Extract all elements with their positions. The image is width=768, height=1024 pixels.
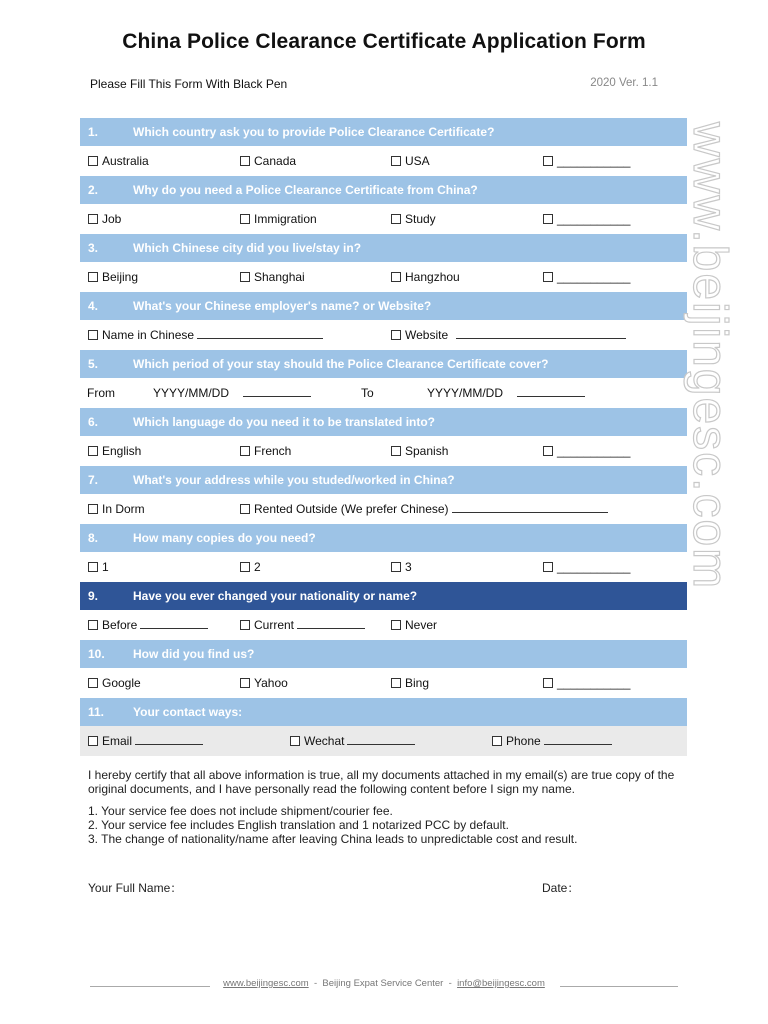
full-name-label: Your Full Name：: [88, 881, 183, 895]
checkbox[interactable]: [543, 272, 553, 282]
option-label: Spanish: [405, 444, 449, 458]
option-label: Email: [102, 734, 133, 748]
checkbox[interactable]: [391, 214, 401, 224]
checkbox[interactable]: [88, 156, 98, 166]
question-header-4: [80, 292, 687, 320]
period-to-field[interactable]: [427, 386, 585, 400]
checkbox[interactable]: [240, 504, 250, 514]
option-label: In Dorm: [102, 502, 145, 516]
option-label: Current: [254, 618, 295, 632]
note-item: 2. Your service fee includes English translation and 1 notarized PCC by default.: [88, 818, 509, 832]
option-label: English: [102, 444, 142, 458]
question-number: 9.: [88, 589, 99, 603]
option-label: French: [254, 444, 292, 458]
question-header-10: [80, 640, 687, 668]
question-text: How did you find us?: [133, 647, 255, 661]
option-label: Bing: [405, 676, 430, 690]
option-canada[interactable]: [240, 154, 296, 168]
answer-row-5: [80, 378, 687, 408]
option-email[interactable]: [88, 734, 203, 748]
option-immigration[interactable]: [240, 212, 317, 226]
option-yahoo[interactable]: [240, 676, 288, 690]
checkbox[interactable]: [543, 678, 553, 688]
checkbox[interactable]: [88, 562, 98, 572]
option-current[interactable]: [240, 618, 365, 632]
answer-row-4: [80, 320, 687, 350]
answer-row-6: [80, 436, 687, 466]
question-text: What's your Chinese employer's name? or Website?: [133, 299, 432, 313]
option-hangzhou[interactable]: [391, 270, 460, 284]
option-french[interactable]: [240, 444, 291, 458]
fill-line[interactable]: [140, 618, 208, 629]
form-title: China Police Clearance Certificate Application Form: [122, 30, 646, 53]
option-label: Name in Chinese: [102, 328, 195, 342]
option-study[interactable]: [391, 212, 436, 226]
question-header-9: [80, 582, 687, 610]
checkbox[interactable]: [391, 446, 401, 456]
question-text: Which country ask you to provide Police Clearance Certificate?: [133, 125, 495, 139]
answer-row-9: [80, 610, 687, 640]
answer-row-2: [80, 204, 687, 234]
option-label: USA: [405, 154, 430, 168]
question-text: Which period of your stay should the Police Clearance Certificate cover?: [133, 357, 549, 371]
option-in-dorm[interactable]: [88, 502, 145, 516]
checkbox[interactable]: [240, 272, 250, 282]
checkbox[interactable]: [543, 446, 553, 456]
footer-website-link[interactable]: www.beijingesc.com: [223, 978, 309, 989]
fill-line[interactable]: [197, 328, 323, 339]
option-label: Immigration: [254, 212, 317, 226]
checkbox[interactable]: [290, 736, 300, 746]
checkbox[interactable]: [492, 736, 502, 746]
fill-line[interactable]: [452, 502, 608, 513]
checkbox[interactable]: [88, 620, 98, 630]
option-name-in-chinese[interactable]: [88, 328, 323, 342]
form-instruction: Please Fill This Form With Black Pen: [90, 77, 288, 91]
question-number: 7.: [88, 473, 99, 487]
checkbox[interactable]: [88, 446, 98, 456]
question-text: Your contact ways:: [133, 705, 243, 719]
footer-separator: -: [448, 978, 452, 989]
checkbox[interactable]: [88, 272, 98, 282]
option-label: Shanghai: [254, 270, 305, 284]
fill-line[interactable]: [517, 386, 585, 397]
footer-text: [90, 978, 678, 989]
checkbox[interactable]: [88, 678, 98, 688]
checkbox[interactable]: [88, 330, 98, 340]
question-header-2: [80, 176, 687, 204]
fill-line[interactable]: [243, 386, 311, 397]
option-label: Study: [405, 212, 436, 226]
option-label: Yahoo: [254, 676, 288, 690]
checkbox[interactable]: [240, 620, 250, 630]
answer-row-7: [80, 494, 687, 524]
note-item: 1. Your service fee does not include shipment/courier fee.: [88, 804, 393, 818]
checkbox[interactable]: [543, 156, 553, 166]
question-header-6: [80, 408, 687, 436]
option-label: Hangzhou: [405, 270, 460, 284]
question-text: Which Chinese city did you live/stay in?: [133, 241, 362, 255]
question-text: Why do you need a Police Clearance Certificate from China?: [133, 183, 478, 197]
note-item: 3. The change of nationality/name after leaving China leads to unpredictable cost and result.: [88, 832, 578, 846]
option-job[interactable]: [88, 212, 121, 226]
option-label: Beijing: [102, 270, 139, 284]
question-number: 11.: [88, 705, 105, 719]
option-label: Phone: [506, 734, 541, 748]
question-text: Which language do you need it to be translated into?: [133, 415, 436, 429]
blank-line[interactable]: ___________: [557, 212, 631, 226]
checkbox[interactable]: [391, 330, 401, 340]
option-rented-outside[interactable]: [240, 502, 608, 516]
fill-line[interactable]: [544, 734, 612, 745]
option-label: Before: [102, 618, 138, 632]
blank-line[interactable]: ___________: [557, 676, 631, 690]
checkbox[interactable]: [391, 562, 401, 572]
answer-row-8: [80, 552, 687, 582]
question-number: 1.: [88, 125, 99, 139]
option-label: 2: [254, 560, 261, 574]
fill-line[interactable]: [297, 618, 365, 629]
option-other[interactable]: [543, 154, 630, 168]
option-phone[interactable]: [492, 734, 612, 748]
answer-row-11: [80, 726, 687, 756]
answer-row-1: [80, 146, 687, 176]
option-other[interactable]: [543, 444, 630, 458]
option-1-copy[interactable]: [88, 560, 109, 574]
question-number: 6.: [88, 415, 99, 429]
question-number: 3.: [88, 241, 99, 255]
option-other[interactable]: [543, 560, 630, 574]
question-header-3: [80, 234, 687, 262]
footer-email-link[interactable]: info@beijingesc.com: [457, 978, 545, 989]
question-text: Have you ever changed your nationality or name?: [133, 589, 418, 603]
option-label: Australia: [102, 154, 149, 168]
date-format: YYYY/MM/DD: [153, 386, 230, 400]
checkbox[interactable]: [88, 736, 98, 746]
period-to-label: To: [361, 386, 374, 400]
footer-company: Beijing Expat Service Center: [322, 978, 444, 989]
answer-row-3: [80, 262, 687, 292]
fill-line[interactable]: [135, 734, 203, 745]
question-number: 4.: [88, 299, 99, 313]
blank-line[interactable]: ___________: [557, 154, 631, 168]
question-number: 10.: [88, 647, 105, 661]
option-label: Google: [102, 676, 141, 690]
option-label: Never: [405, 618, 438, 632]
notes-list: [88, 804, 688, 846]
option-never[interactable]: [391, 618, 437, 632]
fill-line[interactable]: [347, 734, 415, 745]
checkbox[interactable]: [240, 446, 250, 456]
page-footer: [90, 978, 678, 992]
checkbox[interactable]: [240, 214, 250, 224]
option-english[interactable]: [88, 444, 141, 458]
question-header-5: [80, 350, 687, 378]
blank-line[interactable]: ___________: [557, 444, 631, 458]
question-header-11: [80, 698, 687, 726]
certification-statement: I hereby certify that all above information is true, all my documents attached in my email(s) are true copy of the original documents, and I have personally read the following content before I sign my name.: [88, 768, 675, 796]
option-3-copies[interactable]: [391, 560, 412, 574]
option-2-copies[interactable]: [240, 560, 261, 574]
checkbox[interactable]: [240, 678, 250, 688]
option-label: Website: [405, 328, 449, 342]
date-format: YYYY/MM/DD: [427, 386, 504, 400]
fill-line[interactable]: [456, 328, 626, 339]
option-google[interactable]: [88, 676, 141, 690]
period-from-label: From: [87, 386, 115, 400]
application-form: [80, 118, 687, 756]
option-wechat[interactable]: [290, 734, 415, 748]
checkbox[interactable]: [391, 620, 401, 630]
checkbox[interactable]: [391, 272, 401, 282]
option-shanghai[interactable]: [240, 270, 305, 284]
watermark-text: www.beijingesc.com: [683, 122, 736, 591]
option-website[interactable]: [391, 328, 626, 342]
option-spanish[interactable]: [391, 444, 448, 458]
checkbox[interactable]: [391, 678, 401, 688]
checkbox[interactable]: [543, 562, 553, 572]
answer-row-10: [80, 668, 687, 698]
option-australia[interactable]: [88, 154, 149, 168]
checkbox[interactable]: [543, 214, 553, 224]
blank-line[interactable]: ___________: [557, 270, 631, 284]
question-number: 2.: [88, 183, 99, 197]
question-header-8: [80, 524, 687, 552]
option-label: 3: [405, 560, 412, 574]
option-beijing[interactable]: [88, 270, 138, 284]
checkbox[interactable]: [391, 156, 401, 166]
option-other[interactable]: [543, 270, 630, 284]
checkbox[interactable]: [88, 504, 98, 514]
option-bing[interactable]: [391, 676, 429, 690]
date-label: Date：: [542, 881, 580, 895]
question-header-7: [80, 466, 687, 494]
checkbox[interactable]: [240, 562, 250, 572]
option-label: 1: [102, 560, 109, 574]
period-from-field[interactable]: [153, 386, 311, 400]
blank-line[interactable]: ___________: [557, 560, 631, 574]
website-watermark: [683, 122, 740, 742]
option-label: Canada: [254, 154, 297, 168]
question-number: 8.: [88, 531, 99, 545]
option-other[interactable]: [543, 212, 630, 226]
question-text: What's your address while you studed/worked in China?: [133, 473, 455, 487]
option-label: Wechat: [304, 734, 345, 748]
option-before[interactable]: [88, 618, 208, 632]
checkbox[interactable]: [240, 156, 250, 166]
question-text: How many copies do you need?: [133, 531, 316, 545]
footer-separator: -: [313, 978, 318, 989]
checkbox[interactable]: [88, 214, 98, 224]
question-number: 5.: [88, 357, 99, 371]
option-other[interactable]: [543, 676, 630, 690]
question-header-1: [80, 118, 687, 146]
option-label: Job: [102, 212, 122, 226]
form-version: 2020 Ver. 1.1: [590, 77, 658, 89]
option-label: Rented Outside (We prefer Chinese): [254, 502, 449, 516]
option-usa[interactable]: [391, 154, 430, 168]
